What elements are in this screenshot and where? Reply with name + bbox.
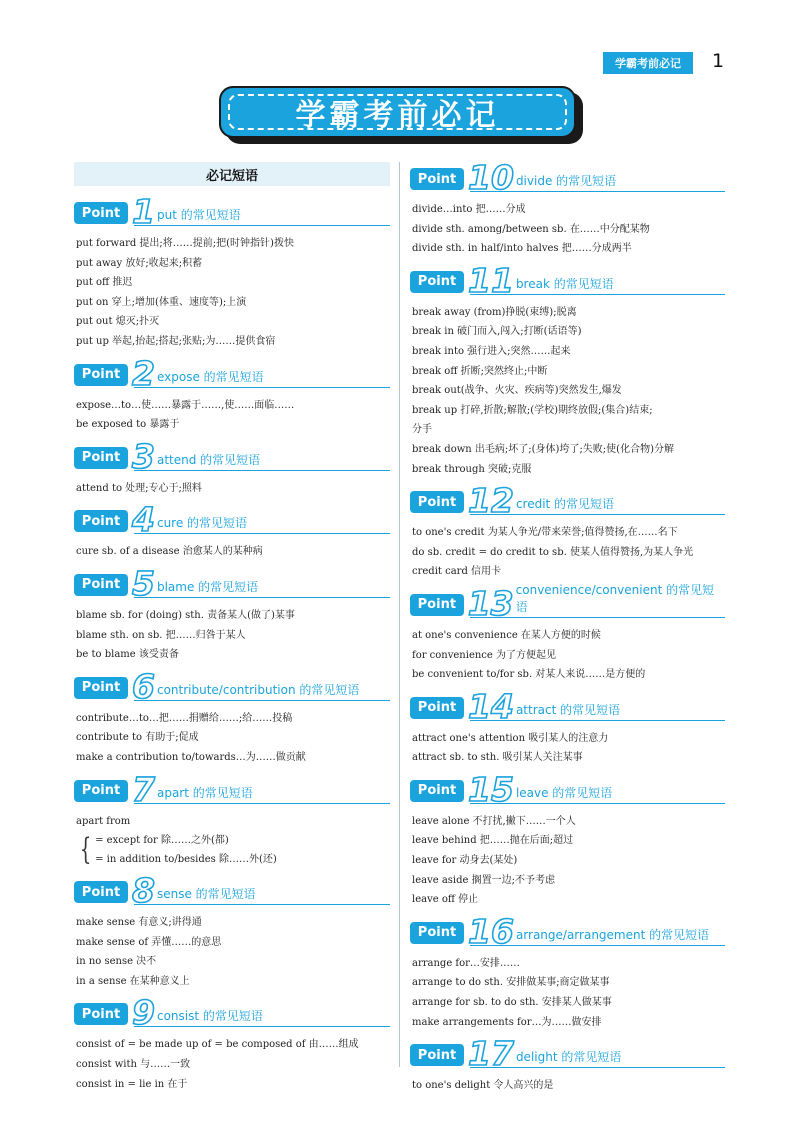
point-header xyxy=(410,911,725,951)
point-badge: Point xyxy=(410,168,464,190)
point-underline xyxy=(134,1026,390,1027)
phrase-entry: be convenient to/for sb. 对某人来说……是方便的 xyxy=(412,669,646,681)
phrase-entry: consist in = lie in 在于 xyxy=(76,1078,188,1090)
point-underline xyxy=(470,294,725,295)
title-banner xyxy=(219,86,576,138)
point-underline xyxy=(134,470,390,471)
phrase-entry: put forward 提出;将……提前;把(时钟指针)拨快 xyxy=(76,238,294,249)
point-badge: Point xyxy=(410,922,464,944)
phrase-entry: leave for 动身去(某处) xyxy=(412,855,518,867)
phrase-entry: be exposed to 暴露于 xyxy=(76,419,180,431)
point-section xyxy=(410,158,725,265)
point-header xyxy=(410,481,725,521)
point-section xyxy=(74,353,390,441)
phrase-entry: blame sb. for (doing) sth. 责备某人(做了)某事 xyxy=(76,609,295,621)
point-title: put 的常见短语 xyxy=(156,208,241,222)
phrase-list xyxy=(74,806,390,876)
point-underline xyxy=(470,1067,725,1068)
point-underline xyxy=(470,803,725,804)
point-header xyxy=(74,871,390,911)
point-number: 15 xyxy=(468,769,514,809)
point-number: 17 xyxy=(468,1034,514,1074)
point-number: 12 xyxy=(468,481,514,521)
point-number: 2 xyxy=(132,353,155,393)
point-underline xyxy=(134,225,390,226)
phrase-list xyxy=(74,473,390,505)
point-underline xyxy=(470,945,725,946)
point-badge: Point xyxy=(410,697,464,719)
phrase-entry: divide sth. in half/into halves 把……分成两半 xyxy=(412,243,632,255)
point-badge: Point xyxy=(410,594,464,616)
point-section xyxy=(74,871,390,997)
brace-icon: { xyxy=(79,832,92,868)
point-section xyxy=(410,481,725,588)
phrase-list xyxy=(74,536,390,568)
phrase-list xyxy=(410,1070,725,1102)
point-section xyxy=(410,582,725,691)
phrase-list xyxy=(410,297,725,485)
phrase-entry: arrange to do sth. 安排做某事;商定做某事 xyxy=(412,977,610,989)
phrase-list xyxy=(410,194,725,265)
point-underline xyxy=(134,387,390,388)
phrase-entry: leave behind 把……抛在后面;超过 xyxy=(412,835,574,847)
point-number: 9 xyxy=(132,993,155,1033)
point-section xyxy=(74,500,390,568)
phrase-entry: divide…into 把……分成 xyxy=(412,204,526,215)
point-section xyxy=(74,436,390,505)
point-section xyxy=(410,769,725,916)
phrase-entry: break through 突破;克服 xyxy=(412,463,532,475)
point-section xyxy=(410,686,725,774)
phrase-entry: contribute…to…把……捐赠给……;给……投稿 xyxy=(76,712,293,724)
point-header xyxy=(74,769,390,809)
phrase-entry: put off 推迟 xyxy=(76,277,133,289)
point-section xyxy=(74,769,390,876)
phrase-entry: be to blame 该受责备 xyxy=(76,649,179,661)
point-header xyxy=(410,158,725,197)
column-divider xyxy=(399,162,400,1067)
point-title: sense 的常见短语 xyxy=(156,887,256,902)
point-title: convenience/convenient 的常见短语 xyxy=(515,582,715,614)
point-header xyxy=(410,686,725,726)
page-number: 1 xyxy=(712,50,725,72)
point-section xyxy=(74,666,390,774)
phrase-entry: make sense of 弄懂……的意思 xyxy=(76,936,222,948)
point-title: attract 的常见短语 xyxy=(515,702,621,717)
point-title: delight 的常见短语 xyxy=(515,1050,622,1065)
point-number: 7 xyxy=(132,769,155,809)
phrase-entry: break in 破门而入,闯入;打断(话语等) xyxy=(412,326,582,338)
brace-lines xyxy=(95,831,277,869)
point-number: 8 xyxy=(132,871,155,911)
phrase-entry: attract one's attention 吸引某人的注意力 xyxy=(412,732,609,744)
phrase-entry: make a contribution to/towards…为……做贡献 xyxy=(76,751,306,763)
point-badge: Point xyxy=(410,491,464,513)
phrase-entry: leave alone 不打扰,撇下……一个人 xyxy=(412,815,576,827)
point-title: expose 的常见短语 xyxy=(156,369,264,384)
point-section xyxy=(74,563,390,671)
point-number: 13 xyxy=(467,583,514,623)
phrase-entry: = in addition to/besides 除……外(还) xyxy=(95,854,277,866)
point-underline xyxy=(134,700,390,701)
left-point-list xyxy=(74,192,390,1100)
phrase-list xyxy=(74,1029,390,1100)
point-badge: Point xyxy=(74,510,128,532)
phrase-list xyxy=(410,517,725,588)
point-badge: Point xyxy=(410,271,464,293)
point-title: blame 的常见短语 xyxy=(156,579,259,594)
phrase-list xyxy=(410,620,725,691)
left-column xyxy=(74,162,390,1100)
point-section xyxy=(410,260,725,485)
phrase-entry: = except for 除……之外(都) xyxy=(95,835,229,847)
point-title: leave 的常见短语 xyxy=(515,785,613,800)
point-badge: Point xyxy=(74,677,128,699)
phrase-entry: in no sense 决不 xyxy=(76,956,157,968)
left-column-heading: 必记短语 xyxy=(74,162,390,186)
point-number: 5 xyxy=(132,563,155,603)
point-section xyxy=(410,911,725,1038)
phrase-entry: contribute to 有助于;促成 xyxy=(76,732,199,744)
point-number: 6 xyxy=(132,666,155,706)
point-number: 10 xyxy=(468,158,514,197)
point-number: 3 xyxy=(132,436,155,476)
phrase-entry: break up 打碎,折散;解散;(学校)期终放假;(集合)结束; xyxy=(412,404,653,416)
phrase-entry: make sense 有意义;讲得通 xyxy=(76,917,202,929)
section-tag: 学霸考前必记 xyxy=(603,52,693,74)
phrase-entry: break into 强行进入;突然……起来 xyxy=(412,345,571,357)
point-badge: Point xyxy=(410,1044,464,1066)
point-badge: Point xyxy=(410,780,464,802)
point-number: 16 xyxy=(468,911,514,951)
point-underline xyxy=(470,720,725,721)
point-header xyxy=(74,192,390,231)
point-title: break 的常见短语 xyxy=(515,276,614,291)
phrase-list xyxy=(74,907,390,997)
point-title: divide 的常见短语 xyxy=(515,174,617,188)
brace-group xyxy=(76,831,390,869)
phrase-list xyxy=(74,228,390,358)
point-underline xyxy=(470,191,725,192)
phrase-entry: at one's convenience 在某人方便的时候 xyxy=(412,629,601,641)
point-number: 11 xyxy=(468,260,514,300)
phrase-entry: credit card 信用卡 xyxy=(412,566,502,578)
phrase-entry: arrange for…安排…… xyxy=(412,957,520,969)
point-header xyxy=(74,666,390,706)
point-badge: Point xyxy=(74,1003,128,1025)
phrase-list xyxy=(74,703,390,774)
phrase-entry: blame sth. on sb. 把……归咎于某人 xyxy=(76,629,246,641)
point-title: consist 的常见短语 xyxy=(156,1009,263,1024)
point-section xyxy=(410,1034,725,1102)
phrase-entry: arrange for sb. to do sth. 安排某人做某事 xyxy=(412,997,612,1009)
phrase-entry: 分手 xyxy=(412,424,432,436)
phrase-entry: to one's credit 为某人争光/带来荣誉;值得赞扬,在……名下 xyxy=(412,527,678,539)
phrase-entry: consist with 与……一致 xyxy=(76,1059,191,1071)
phrase-entry: expose…to…使……暴露于……,使……面临…… xyxy=(76,399,295,411)
point-title: cure 的常见短语 xyxy=(156,516,248,531)
point-number: 1 xyxy=(132,192,155,231)
point-number: 14 xyxy=(468,686,514,726)
phrase-entry: break down 出毛病;坏了;(身体)垮了;失败;使(化合物)分解 xyxy=(412,443,674,455)
point-underline xyxy=(134,904,390,905)
point-badge: Point xyxy=(74,780,128,802)
point-header xyxy=(74,563,390,603)
phrase-entry: attend to 处理;专心于;照料 xyxy=(76,482,202,494)
point-header xyxy=(410,260,725,300)
phrase-entry: make arrangements for…为……做安排 xyxy=(412,1016,602,1028)
phrase-entry: leave aside 搁置一边;不予考虑 xyxy=(412,874,555,886)
point-header xyxy=(74,500,390,540)
point-number: 4 xyxy=(132,500,155,540)
point-title: apart 的常见短语 xyxy=(156,785,253,800)
point-header xyxy=(74,993,390,1033)
phrase-entry: consist of = be made up of = be composed of 由……组成 xyxy=(76,1039,359,1051)
point-section xyxy=(74,993,390,1100)
point-underline xyxy=(134,533,390,534)
phrase-entry: put on 穿上;增加(体重、速度等);上演 xyxy=(76,296,247,308)
point-badge: Point xyxy=(74,881,128,903)
point-badge: Point xyxy=(74,364,128,386)
page-title: 学霸考前必记 xyxy=(295,98,500,133)
phrase-list xyxy=(74,600,390,671)
point-badge: Point xyxy=(74,447,128,469)
title-dashed-frame xyxy=(228,94,567,133)
point-title: contribute/contribution 的常见短语 xyxy=(156,682,360,697)
phrase-list xyxy=(74,390,390,441)
right-point-list xyxy=(410,158,725,1102)
phrase-entry: apart from xyxy=(76,815,131,827)
point-section xyxy=(74,192,390,358)
phrase-list xyxy=(410,948,725,1038)
phrase-list xyxy=(410,806,725,916)
point-underline xyxy=(134,803,390,804)
point-title: arrange/arrangement 的常见短语 xyxy=(515,927,710,942)
phrase-entry: to one's delight 令人高兴的是 xyxy=(412,1080,554,1092)
point-header xyxy=(410,769,725,809)
phrase-entry: leave off 停止 xyxy=(412,894,479,906)
phrase-entry: put up 举起,抬起;搭起;张贴;为……提供食宿 xyxy=(76,335,276,347)
point-header xyxy=(410,1034,725,1074)
phrase-list xyxy=(410,723,725,774)
phrase-entry: break out(战争、火灾、疾病等)突然发生,爆发 xyxy=(412,385,622,397)
point-underline xyxy=(470,514,725,515)
point-title: attend 的常见短语 xyxy=(156,452,261,467)
phrase-entry: put out 熄灭;扑灭 xyxy=(76,316,160,328)
point-badge: Point xyxy=(74,574,128,596)
phrase-entry: break off 折断;突然终止;中断 xyxy=(412,365,548,377)
point-title: credit 的常见短语 xyxy=(515,497,615,512)
right-column xyxy=(410,158,725,1102)
phrase-entry: cure sb. of a disease 治愈某人的某种病 xyxy=(76,546,263,558)
point-header xyxy=(74,353,390,393)
phrase-entry: divide sth. among/between sb. 在……中分配某物 xyxy=(412,223,650,235)
phrase-entry: for convenience 为了方便起见 xyxy=(412,649,557,661)
point-underline xyxy=(134,597,390,598)
phrase-entry: put away 放好;收起来;积蓄 xyxy=(76,257,203,269)
point-badge: Point xyxy=(74,202,128,224)
phrase-entry: break away (from)挣脱(束缚);脱离 xyxy=(412,306,577,318)
point-header xyxy=(410,582,725,623)
point-underline xyxy=(470,617,725,618)
phrase-entry: attract sb. to sth. 吸引某人关注某事 xyxy=(412,752,583,764)
point-header xyxy=(74,436,390,476)
phrase-entry: do sb. credit = do credit to sb. 使某人值得赞扬,为某人争光 xyxy=(412,546,694,558)
phrase-entry: in a sense 在某种意义上 xyxy=(76,975,190,987)
